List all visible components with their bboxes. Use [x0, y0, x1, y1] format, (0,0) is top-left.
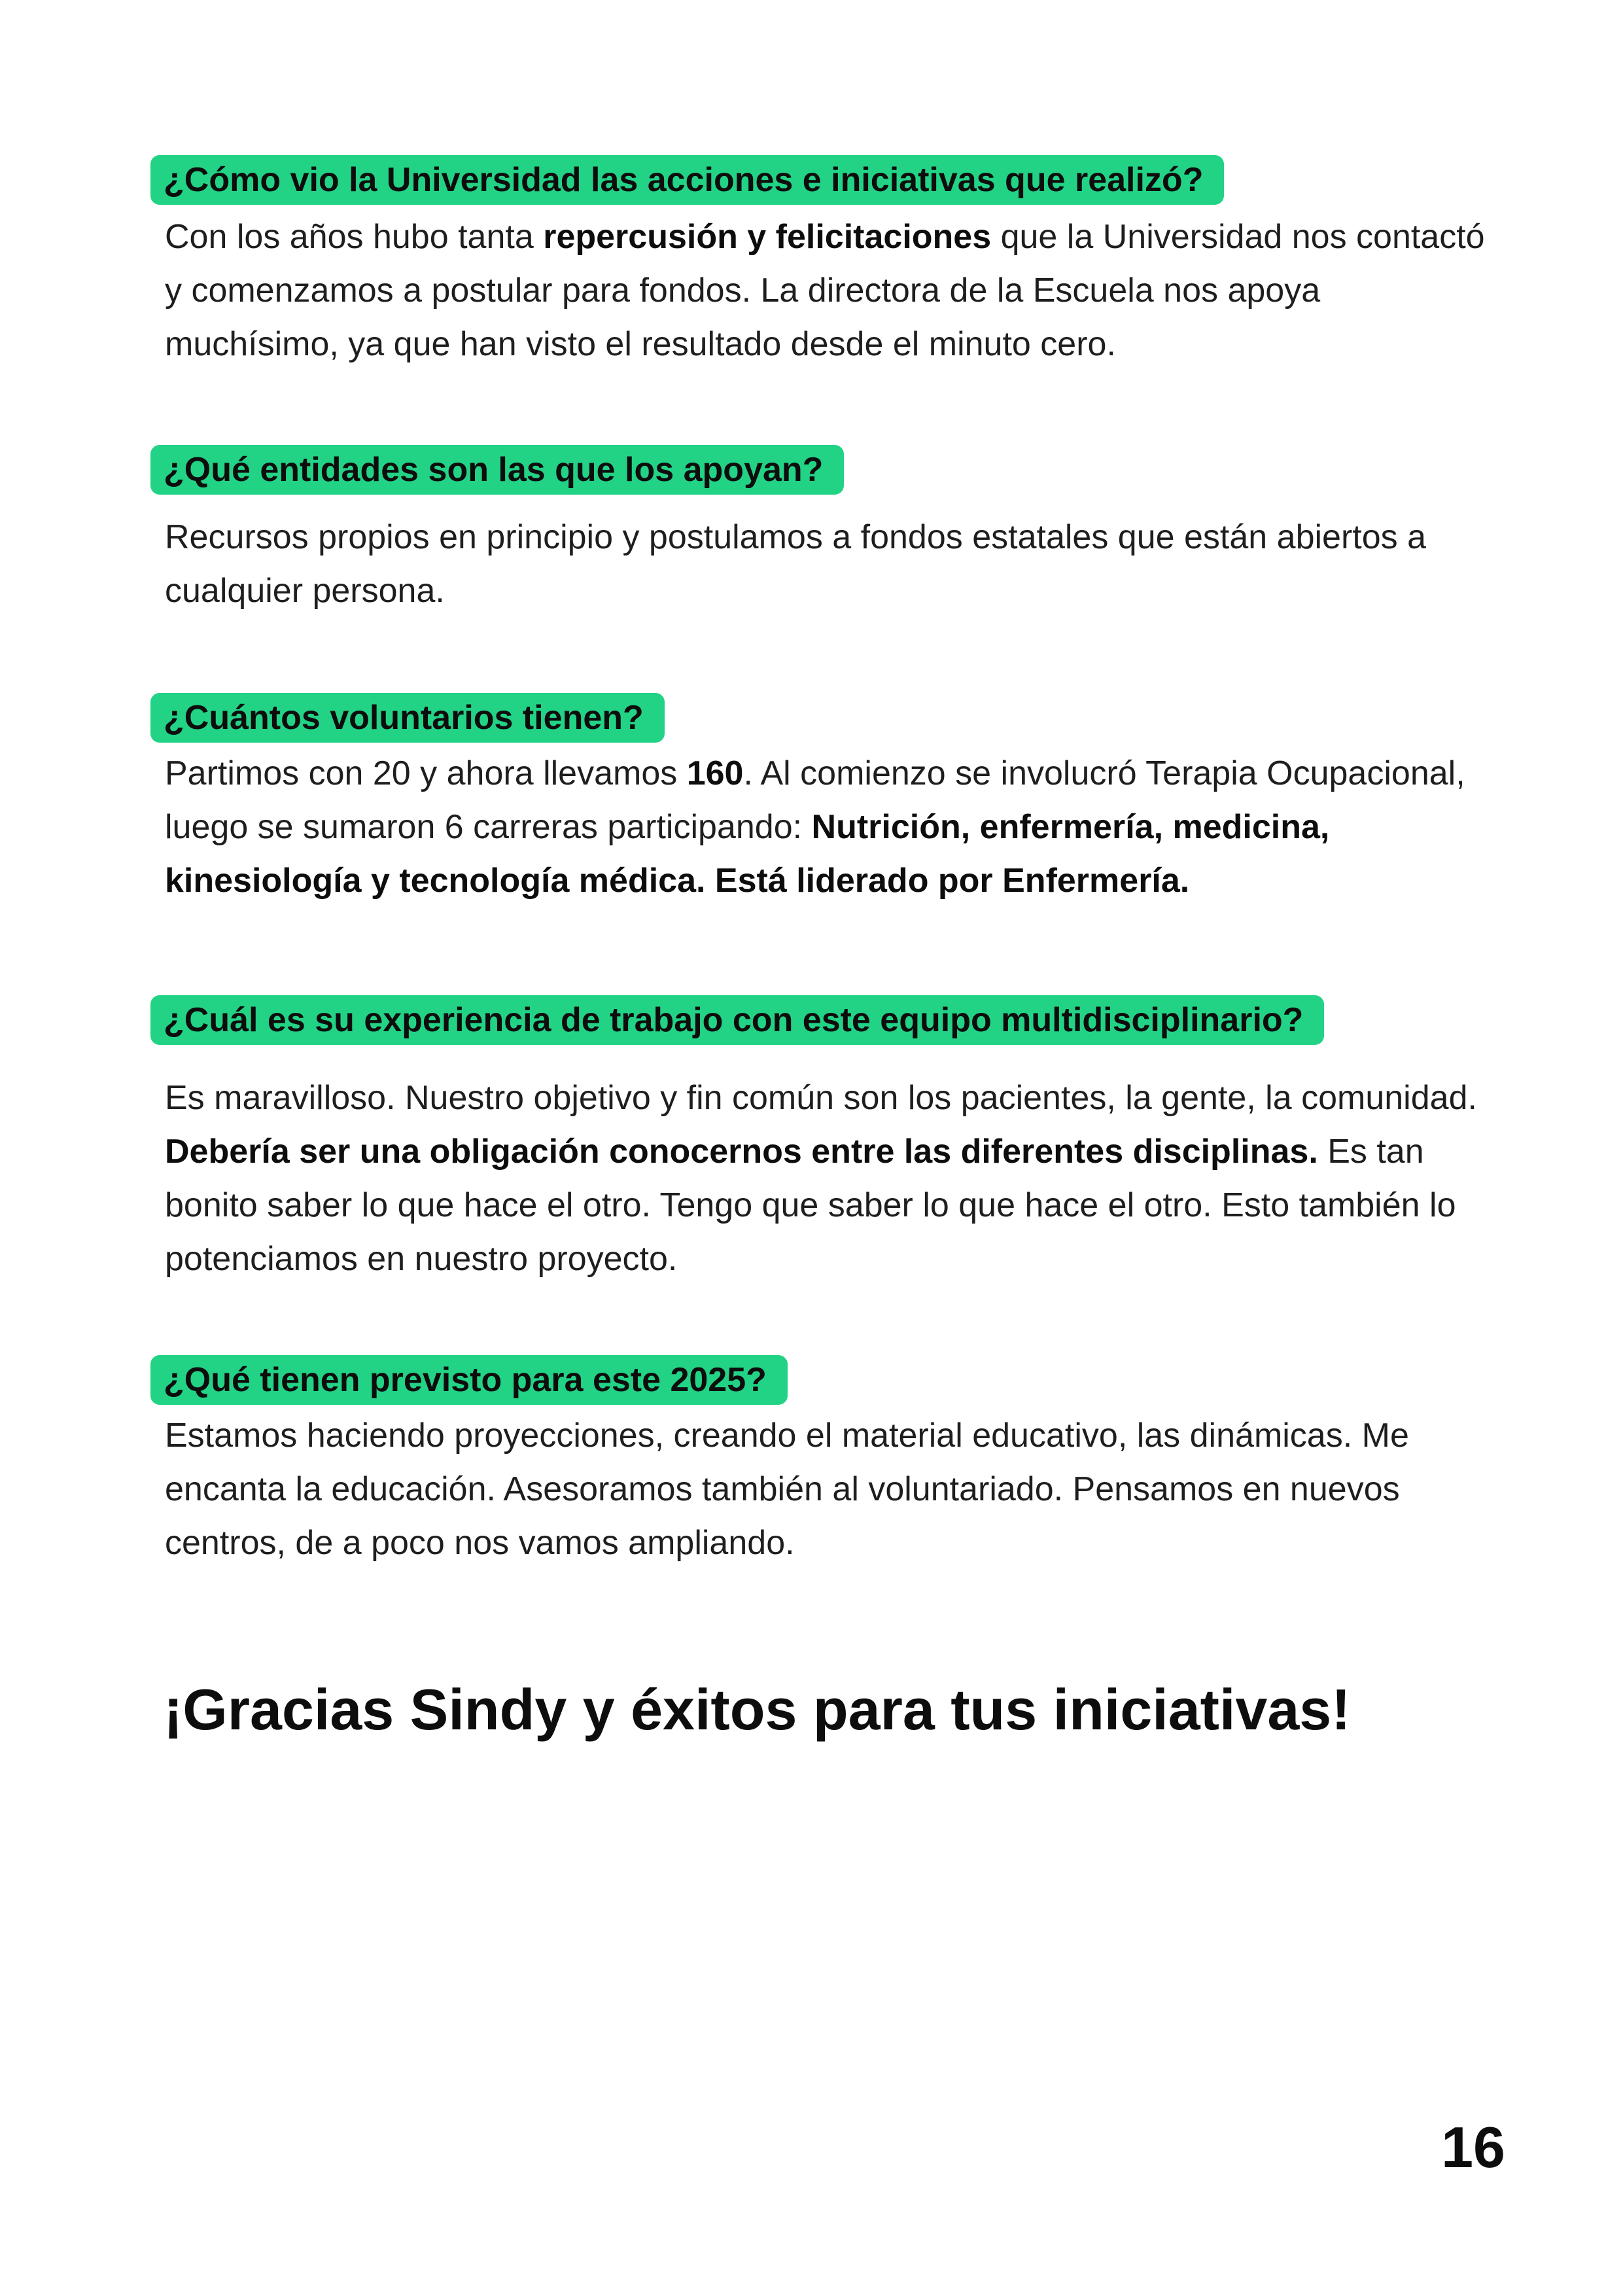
qa-block-3 [150, 693, 1492, 908]
question-heading: ¿Cuál es su experiencia de trabajo con este equipo multidisciplinario? [150, 995, 1324, 1045]
answer-segment: . Al comienzo se involucró Terapia Ocupacional, luego se sumaron 6 carreras participando: [165, 754, 1465, 846]
answer-segment: Estamos haciendo proyecciones, creando el material educativo, las dinámicas. Me encanta la educación. Asesoramos también al voluntariado. Pensamos en nuevos centros, de a poco nos vamos ampliando. [165, 1417, 1409, 1562]
qa-block-5 [150, 1355, 1492, 1570]
answer-paragraph [150, 747, 1492, 908]
answer-paragraph [150, 210, 1492, 371]
answer-segment: Partimos con 20 y ahora llevamos [165, 754, 687, 792]
answer-segment: Es maravilloso. Nuestro objetivo y fin común son los pacientes, la gente, la comunidad. [165, 1079, 1477, 1117]
answer-paragraph [150, 1071, 1492, 1286]
answer-segment: que la Universidad nos contactó y comenzamos a postular para fondos. La directora de la Escuela nos apoya muchísimo, ya que han visto el resultado desde el minuto cero. [165, 218, 1485, 363]
question-heading: ¿Cuántos voluntarios tienen? [150, 693, 665, 743]
qa-block-2 [150, 445, 1492, 618]
answer-emphasis: Debería ser una obligación conocernos entre las diferentes disciplinas. [165, 1133, 1318, 1171]
question-heading: ¿Qué tienen previsto para este 2025? [150, 1355, 788, 1405]
answer-paragraph [150, 1409, 1492, 1570]
question-heading: ¿Qué entidades son las que los apoyan? [150, 445, 844, 495]
answer-segment: Recursos propios en principio y postulamos a fondos estatales que están abiertos a cualquier persona. [165, 518, 1427, 610]
page-number: 16 [1441, 2115, 1505, 2180]
closing-heading: ¡Gracias Sindy y éxitos para tus iniciativas! [164, 1677, 1351, 1742]
answer-emphasis: repercusión y felicitaciones [543, 218, 992, 256]
answer-segment: Es tan bonito saber lo que hace el otro. Tengo que saber lo que hace el otro. Esto también lo potenciamos en nuestro proyecto. [165, 1133, 1456, 1278]
qa-block-4 [150, 995, 1492, 1286]
answer-emphasis: Nutrición, enfermería, medicina, kinesiología y tecnología médica. Está liderado por Enfermería. [165, 808, 1330, 900]
question-heading: ¿Cómo vio la Universidad las acciones e iniciativas que realizó? [150, 155, 1224, 205]
answer-emphasis: 160 [686, 754, 744, 792]
qa-block-1 [150, 155, 1492, 371]
answer-segment: Con los años hubo tanta [165, 218, 544, 256]
answer-paragraph [150, 510, 1492, 618]
